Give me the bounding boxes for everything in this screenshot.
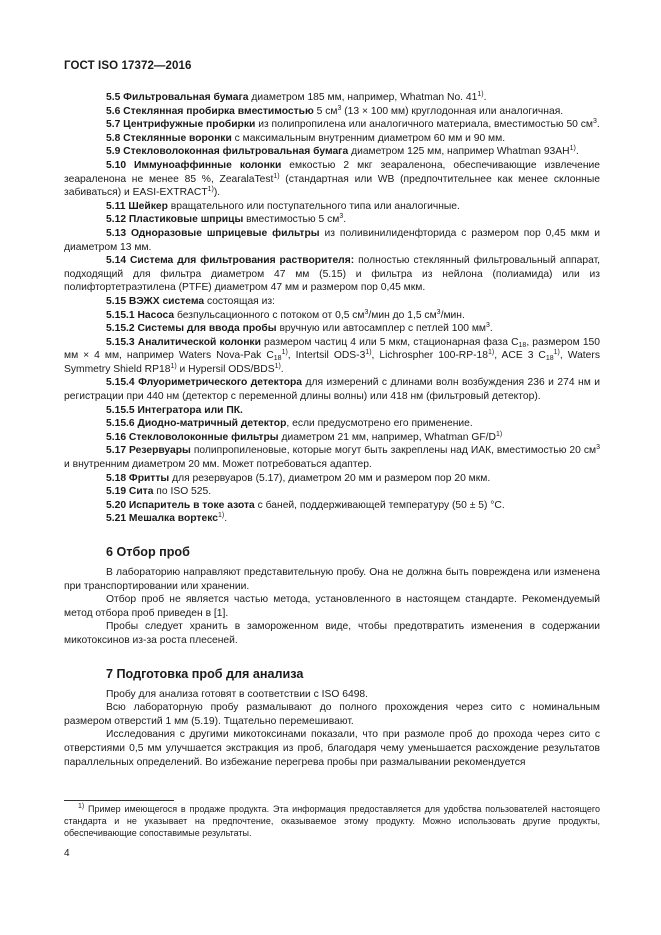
item-text: . [489, 323, 493, 335]
document-header: ГОСТ ISO 17372—2016 [64, 60, 192, 72]
item-term: 5.15.5 Интегратора или ПК. [106, 404, 243, 416]
superscript: 1) [553, 349, 560, 357]
item-text: из поливинилиденфторида с размером пор 0,45 мкм и диаметром 13 мм. [64, 227, 600, 253]
item-text: (13 × 100 мм) круглодонная или аналогичная. [341, 105, 564, 117]
item-text: , Waters Symmetry Shield RP18 [64, 350, 600, 375]
item-term: 5.15.2 Системы для ввода пробы [106, 323, 277, 335]
item-term: 5.16 Стекловолоконные фильтры [106, 431, 279, 443]
list-item [64, 485, 600, 499]
item-term: 5.9 Стекловолоконная фильтровальная бумага [106, 146, 349, 158]
item-term: 5.18 Фритты [106, 472, 170, 484]
list-item [64, 336, 600, 377]
item-text: и внутренним диаметром 20 мм. Может потребоваться адаптер. [64, 459, 372, 471]
section-6-paragraph: Пробы следует хранить в замороженном виде, чтобы предотвратить изменения в содержании микотоксинов из-за роста плесеней. [64, 621, 600, 646]
item-term: 5.15.4 Флуориметрического детектора [106, 377, 303, 389]
superscript: 1) [273, 172, 280, 180]
item-text: . [483, 92, 487, 103]
item-text: (стандартная или WB (предпочтительнее как менее склонные забиваться) и EASI-EXTRACT [64, 173, 600, 199]
item-text: ). [213, 187, 221, 199]
page-number: 4 [64, 848, 70, 859]
superscript: 3 [364, 308, 369, 316]
item-text: безпульсационного с потоком от 0,5 см [174, 309, 365, 321]
item-term: 5.15.1 Насоса [106, 309, 175, 321]
item-text: . [280, 363, 284, 375]
list-item [64, 309, 600, 323]
list-item [64, 145, 600, 159]
item-text: , если предусмотрено его применение. [286, 418, 473, 430]
list-item [64, 295, 600, 309]
item-text: по ISO 525. [153, 486, 212, 498]
list-item [64, 91, 600, 105]
item-text: емкостью 2 мкг зеараленона, обеспечивающие извлечение зеараленона не менее 85 %, ZearalaTest [64, 159, 600, 185]
item-text: полностью стеклянный фильтровальный аппарат, подходящий для фильтра диаметром 47 мм (5.15) и фильтра из нейлона (полиамида) или из полифтортетраэтилена (PTFE) диаметром 47 мм и размером пор 0,45 мкм. [64, 255, 601, 294]
item-term: 5.8 Стеклянные воронки [106, 132, 232, 144]
item-text: диаметром 125 мм, например Whatman 93AH [348, 146, 570, 158]
list-item [64, 444, 600, 471]
item-text: , Intertsil ODS-3 [287, 350, 366, 362]
superscript: 1) [495, 430, 503, 438]
item-term: 5.5 Фильтровальная бумага [106, 92, 249, 103]
superscript: 3 [596, 444, 600, 452]
superscript: 1) [170, 362, 177, 370]
item-text: диаметром 185 мм, например, Whatman No. 41 [248, 92, 478, 103]
page-body [64, 91, 600, 769]
item-text: /мин до 1,5 см [368, 309, 437, 321]
item-term: 5.10 Иммуноаффинные колонки [106, 159, 282, 171]
item-text: размером частиц 4 или 5 мкм, стационарная фаза C [260, 336, 519, 348]
item-text: /мин. [440, 309, 465, 321]
list-item [64, 499, 600, 513]
item-term: 5.15 ВЭЖХ система [106, 295, 205, 307]
list-item [64, 132, 600, 146]
item-text: . [575, 146, 579, 158]
item-term: 5.12 Пластиковые шприцы [106, 214, 244, 226]
item-text: и Hypersil ODS/BDS [176, 363, 275, 375]
item-term: 5.6 Стеклянная пробирка вместимостью [106, 105, 314, 117]
list-item [64, 472, 600, 486]
section-7-paragraph: Всю лабораторную пробу размалывают до полного прохождения через сито с номинальным размером отверстий 1 мм (5.19). Тщательно перемешивают. [64, 702, 600, 727]
list-item [64, 213, 600, 227]
superscript: 3 [486, 322, 490, 330]
item-term: 5.15.3 Аналитической колонки [106, 336, 261, 348]
item-text: состоящая из: [204, 295, 275, 307]
item-text: 5 см [313, 105, 338, 117]
list-item [64, 159, 600, 200]
item-text: с максимальным внутренним диаметром 60 мм и 90 мм. [231, 132, 506, 144]
footnote-text: Пример имеющегося в продаже продукта. Эта информация предоставляется для удобства пользователей настоящего стандарта и не указывает на предпочтение, оказываемое этому продукту. Можно использовать другие продукты, обеспечивающие сопоставимые результаты. [64, 804, 600, 839]
list-item [64, 227, 600, 254]
footnote [64, 803, 600, 840]
item-text: для измерений с длинами волн возбуждения 236 и 274 нм и регистрации при 440 нм (детектор с переменной длины волны) или 418 нм (фильтровый детектор). [64, 377, 600, 403]
superscript: 1) [488, 349, 495, 357]
item-term: 5.17 Резервуары [106, 445, 191, 457]
list-item [64, 417, 600, 431]
list-item [64, 376, 600, 403]
list-item [64, 200, 600, 214]
superscript: 1) [217, 512, 225, 520]
list-item [64, 404, 600, 418]
item-term: 5.11 Шейкер [106, 200, 168, 212]
item-text: . [343, 214, 347, 226]
superscript: 1) [207, 186, 214, 194]
footnote-marker: 1) [78, 803, 85, 810]
item-term: 5.21 Мешалка вортекс [106, 513, 218, 525]
item-text: из полипропилена или аналогичного материала, вместимостью 50 см [255, 119, 593, 131]
section-7-heading: 7 Подготовка проб для анализа [106, 666, 304, 681]
subscript: 18 [273, 355, 282, 363]
item-text: , размером 150 мм × 4 мм, например Waters Nova-Pak C [64, 336, 601, 362]
subscript: 18 [518, 341, 527, 349]
footnote-divider [64, 800, 174, 801]
superscript: 1) [477, 91, 484, 98]
section-6-paragraph: В лабораторию направляют представительную пробу. Она не должна быть повреждена или изменена при транспортировании или хранении. [64, 567, 600, 592]
superscript: 1) [274, 362, 281, 370]
superscript: 3 [436, 308, 441, 316]
list-item [64, 118, 600, 132]
superscript: 1) [365, 349, 372, 357]
item-term: 5.14 Система для фильтрования растворителя: [106, 255, 355, 267]
item-term: 5.15.6 Диодно-матричный детектор [106, 418, 287, 430]
item-text: . [224, 513, 228, 525]
item-term: 5.20 Испаритель в токе азота [106, 499, 255, 511]
list-item [64, 105, 600, 119]
section-7-paragraph: Исследования с другими микотоксинами показали, что при размоле проб до прохода через сито с отверстиями 0,5 мм улучшается экстракция из проб, благодаря чему уменьшается расхождение результатов параллельных определений. Во избежание перегрева пробы при размалывании рекомендуется [64, 729, 600, 768]
item-text: для резервуаров (5.17), диаметром 20 мм и размером пор 20 мкм. [169, 472, 491, 484]
section-6-paragraph: Отбор проб не является частью метода, установленного в настоящем стандарте. Рекомендуемый метод отбора проб приведен в [1]. [64, 594, 600, 619]
superscript: 3 [339, 213, 344, 221]
superscript: 1) [569, 145, 576, 153]
item-text: вращательного или поступательного типа или аналогичные. [167, 200, 460, 212]
superscript: 3 [593, 118, 597, 126]
list-item [64, 322, 600, 336]
equipment-list [64, 91, 600, 526]
item-text: полипропиленовые, которые могут быть закреплены над ИАК, вместимостью 20 см [190, 445, 597, 457]
item-term: 5.19 Сита [106, 486, 154, 498]
item-text: , ACE 3 C [494, 350, 546, 362]
item-text: . [596, 119, 600, 131]
section-6-heading: 6 Отбор проб [106, 545, 190, 559]
list-item [64, 254, 600, 295]
item-text: , Lichrospher 100-RP-18 [371, 350, 488, 362]
item-text: вместимостью 5 см [243, 214, 340, 226]
list-item [64, 431, 600, 445]
subscript: 18 [545, 355, 554, 363]
superscript: 1) [281, 349, 288, 357]
item-text: вручную или автосамплер с петлей 100 мм [276, 323, 486, 335]
item-text: диаметром 21 мм, например, Whatman GF/D [278, 431, 496, 443]
superscript: 3 [337, 104, 342, 112]
item-term: 5.7 Центрифужные пробирки [106, 119, 256, 131]
list-item [64, 512, 600, 526]
item-text: с баней, поддерживающей температуру (50 ± 5) °С. [254, 499, 505, 511]
item-term: 5.13 Одноразовые шприцевые фильтры [106, 227, 320, 239]
section-7-paragraph: Пробу для анализа готовят в соответствии с ISO 6498. [106, 688, 369, 700]
